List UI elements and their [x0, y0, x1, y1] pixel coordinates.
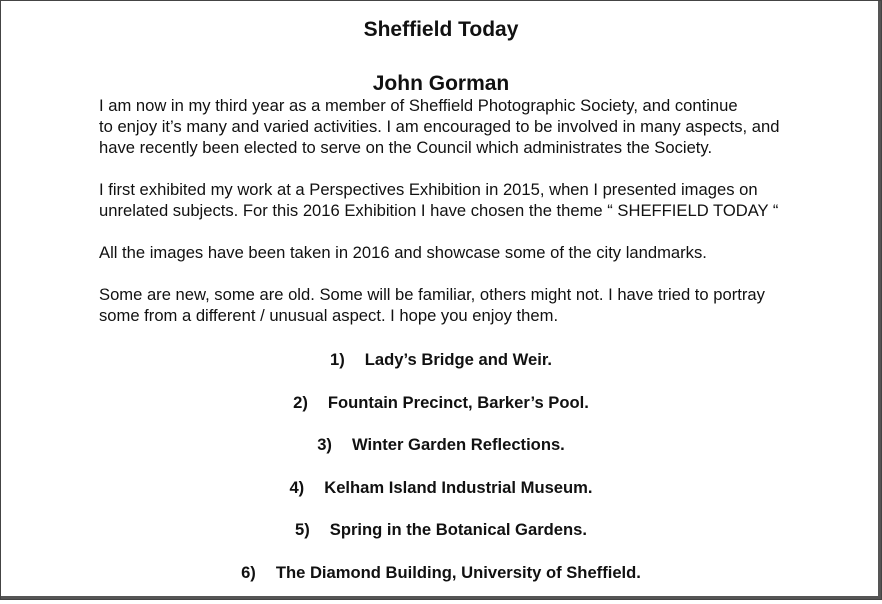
paragraph-membership: I am now in my third year as a member of Sheffield Photographic Society, and continue to enjoy it’s many and varied activities. I am encouraged to be involved in many aspects, and have recently been elected to serve on the Council which administrates the Society. — [99, 95, 869, 158]
list-item — [0, 477, 882, 520]
item-number: 1) — [330, 349, 345, 371]
introduction — [99, 95, 869, 347]
item-number: 6) — [241, 562, 256, 584]
image-list — [0, 349, 882, 604]
list-item — [0, 349, 882, 392]
item-number: 5) — [295, 519, 310, 541]
author-name: John Gorman — [0, 71, 882, 97]
list-item — [0, 392, 882, 435]
item-number: 4) — [289, 477, 304, 499]
item-title: Fountain Precinct, Barker’s Pool. — [328, 393, 589, 412]
item-number: 3) — [317, 434, 332, 456]
item-number: 2) — [293, 392, 308, 414]
item-title: The Diamond Building, University of Sheffield. — [276, 563, 641, 582]
list-item — [0, 519, 882, 562]
list-item — [0, 562, 882, 604]
item-title: Spring in the Botanical Gardens. — [330, 520, 587, 539]
list-item — [0, 434, 882, 477]
paragraph-exhibition: I first exhibited my work at a Perspectives Exhibition in 2015, when I presented images on unrelated subjects. For this 2016 Exhibition I have chosen the theme “ SHEFFIELD TODAY “ — [99, 179, 869, 221]
item-title: Winter Garden Reflections. — [352, 435, 565, 454]
item-title: Lady’s Bridge and Weir. — [365, 350, 552, 369]
paragraph-enjoy: Some are new, some are old. Some will be familiar, others might not. I have tried to portray some from a different / unusual aspect. I hope you enjoy them. — [99, 284, 869, 326]
paragraph-images-2016: All the images have been taken in 2016 and showcase some of the city landmarks. — [99, 242, 869, 263]
item-title: Kelham Island Industrial Museum. — [324, 478, 592, 497]
document-title: Sheffield Today — [0, 17, 882, 43]
